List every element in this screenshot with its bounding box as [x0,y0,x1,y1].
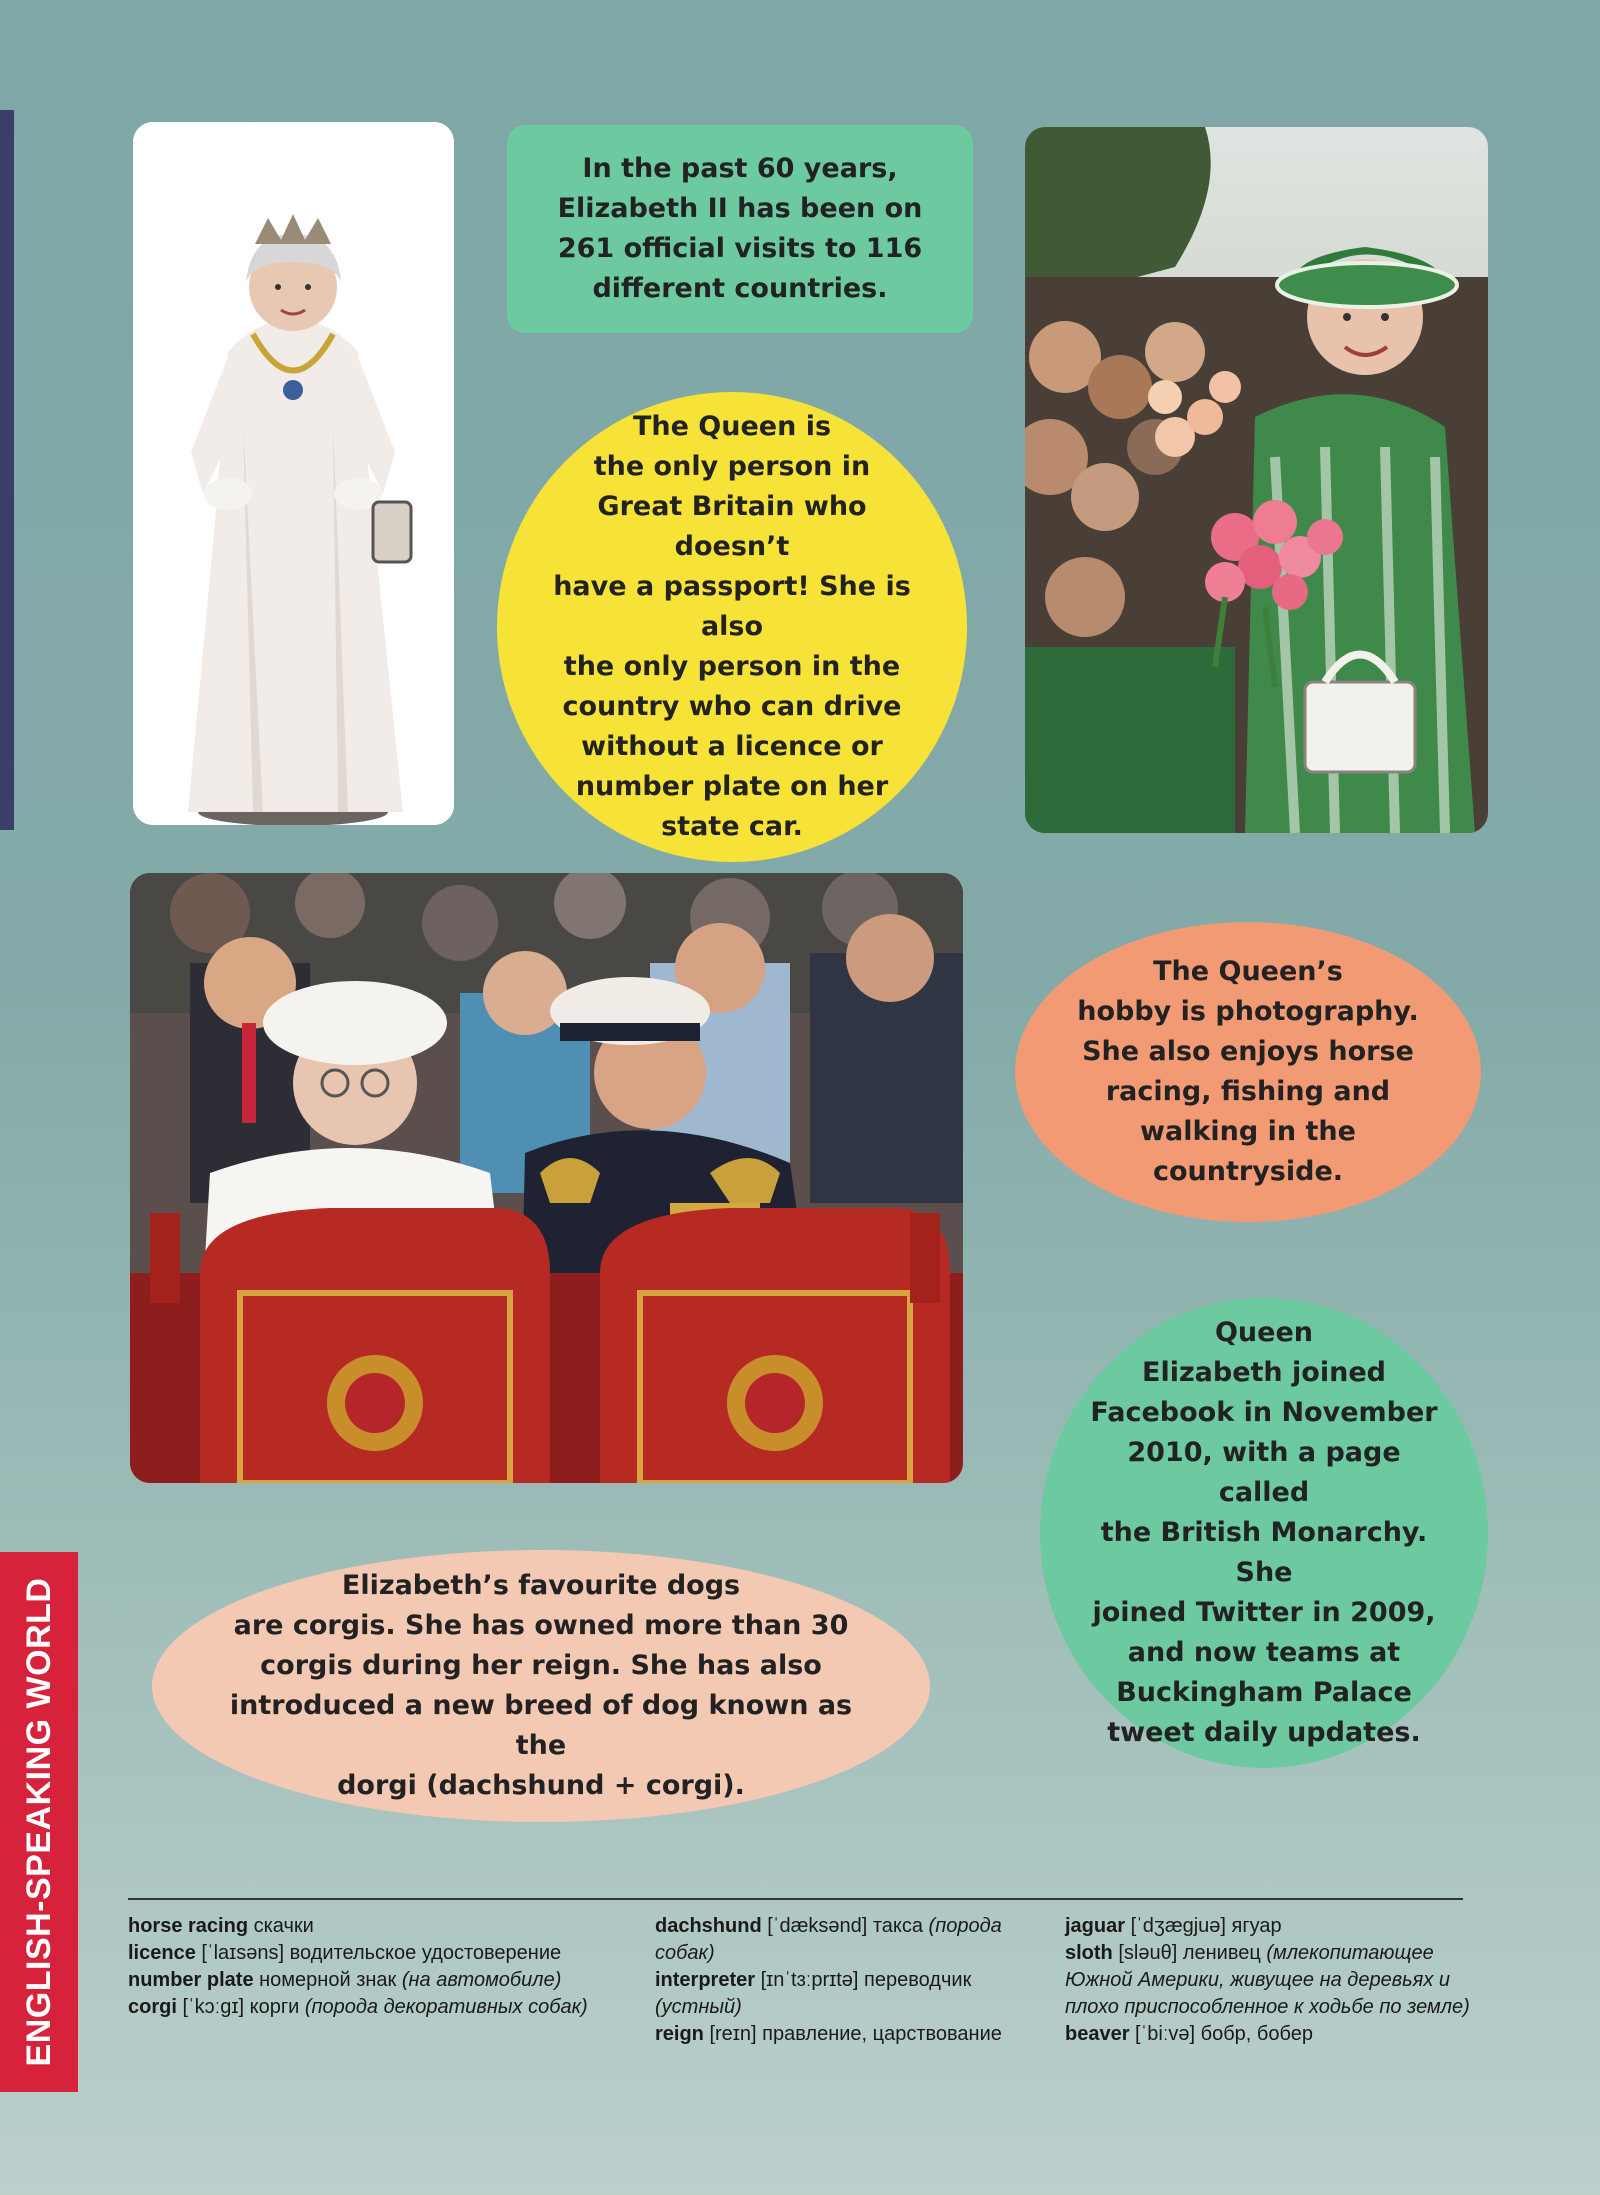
glossary-term: reign [655,2023,704,2045]
glossary-term: licence [128,1942,196,1964]
fact-line: The Queen’s [1153,956,1343,987]
glossary-column-1 [128,1913,638,2021]
fact-line: countryside. [1152,1156,1344,1187]
photo-queen-with-flowers [1025,127,1488,833]
fact-line: Elizabeth’s favourite dogs [341,1570,741,1601]
fact-line: have a passport! She is also [553,571,911,642]
glossary-definition: скачки [248,1915,314,1937]
glossary-definition: [ˈdʒægjuə] ягуар [1125,1915,1282,1937]
photo-queen-white-gown [133,122,454,825]
glossary-definition: [sləuθ] ленивец [1112,1942,1267,1964]
fact-line: racing, fishing and [1105,1076,1391,1107]
glossary-note: (порода декоративных собак) [304,1996,588,2018]
glossary-definition: номерной знак [253,1969,402,1991]
fact-line: country who can drive [562,691,902,722]
glossary-note: (устный) [655,1996,742,2018]
glossary-note: (порода собак) [655,1915,1002,1964]
fact-line: dorgi (dachshund + corgi). [337,1770,745,1801]
glossary-term: beaver [1065,2023,1130,2045]
spine-dark-strip [0,110,14,830]
glossary-entry [1065,2021,1495,2048]
glossary-entry [128,1967,638,1994]
photo-queen-and-prince [130,873,963,1483]
fact-line: Elizabeth II has been on [557,193,923,224]
fact-line: joined Twitter in 2009, [1092,1597,1436,1628]
glossary-term: dachshund [655,1915,762,1937]
fact-line: are corgis. She has owned more than 30 [233,1610,849,1641]
glossary-definition: [ˈbiːvə] бобр, бобер [1129,2023,1313,2045]
glossary-entry [128,1994,638,2021]
fact-line: without a licence or [581,731,883,762]
fact-line: the only person in [593,451,871,482]
glossary-term: sloth [1065,1942,1113,1964]
fact-line: and now teams at [1127,1637,1401,1668]
glossary-entry [1065,1913,1495,1940]
glossary-term: horse racing [128,1915,249,1937]
glossary-note: (млекопитающее Южной Америки, живущее на деревьях и плохо приспособленное к ходьбе по земле) [1065,1942,1470,2018]
fact-facebook-twitter [1040,1298,1488,1768]
glossary-definition: [ˈkɔːgɪ] корги [176,1996,305,2018]
fact-line: state car. [661,811,803,842]
fact-line: Queen [1214,1317,1314,1348]
fact-line: the British Monarchy. She [1100,1517,1428,1588]
glossary-definition: [ɪnˈtɜːprɪtə] переводчик [755,1969,972,1991]
fact-passport [497,392,967,862]
glossary-term: number plate [128,1969,254,1991]
fact-line: Facebook in November [1090,1397,1438,1428]
fact-official-visits [507,125,973,333]
fact-line: Elizabeth joined [1142,1357,1386,1388]
glossary-divider [128,1898,1463,1900]
fact-line: She also enjoys horse [1082,1036,1414,1067]
glossary-entry [128,1913,638,1940]
glossary-definition: [reɪn] правление, царствование [703,2023,1002,2045]
glossary-entry [128,1940,638,1967]
fact-line: tweet daily updates. [1107,1717,1421,1748]
fact-line: number plate on her [575,771,889,802]
glossary-definition: [ˈdæksənd] такса [761,1915,929,1937]
glossary-term: interpreter [655,1969,756,1991]
glossary-entry [655,1967,1055,2021]
glossary-term: jaguar [1065,1915,1126,1937]
fact-corgis [152,1550,930,1822]
glossary-column-2 [655,1913,1055,2048]
fact-line: walking in the [1140,1116,1356,1147]
fact-line: The Queen is [632,411,832,442]
glossary-entry [655,2021,1055,2048]
glossary-entry [1065,1940,1495,2021]
section-label: ENGLISH-SPEAKING WORLD [20,1577,58,2067]
fact-line: corgis during her reign. She has also [260,1650,822,1681]
glossary-definition: [ˈlaɪsəns] водительское удостоверение [195,1942,562,1964]
fact-line: the only person in the [563,651,901,682]
fact-line: different countries. [592,273,888,304]
fact-line: Buckingham Palace [1116,1677,1412,1708]
fact-line: Great Britain who doesn’t [597,491,867,562]
glossary-entry [655,1913,1055,1967]
fact-line: 2010, with a page called [1127,1437,1401,1508]
fact-line: In the past 60 years, [582,153,898,184]
fact-line: hobby is photography. [1077,996,1419,1027]
fact-line: 261 official visits to 116 [557,233,923,264]
fact-line: introduced a new breed of dog known as the [229,1690,853,1761]
fact-hobby [1015,922,1481,1222]
glossary-term: corgi [128,1996,177,2018]
glossary-note: (на автомобиле) [401,1969,562,1991]
glossary-column-3 [1065,1913,1495,2048]
